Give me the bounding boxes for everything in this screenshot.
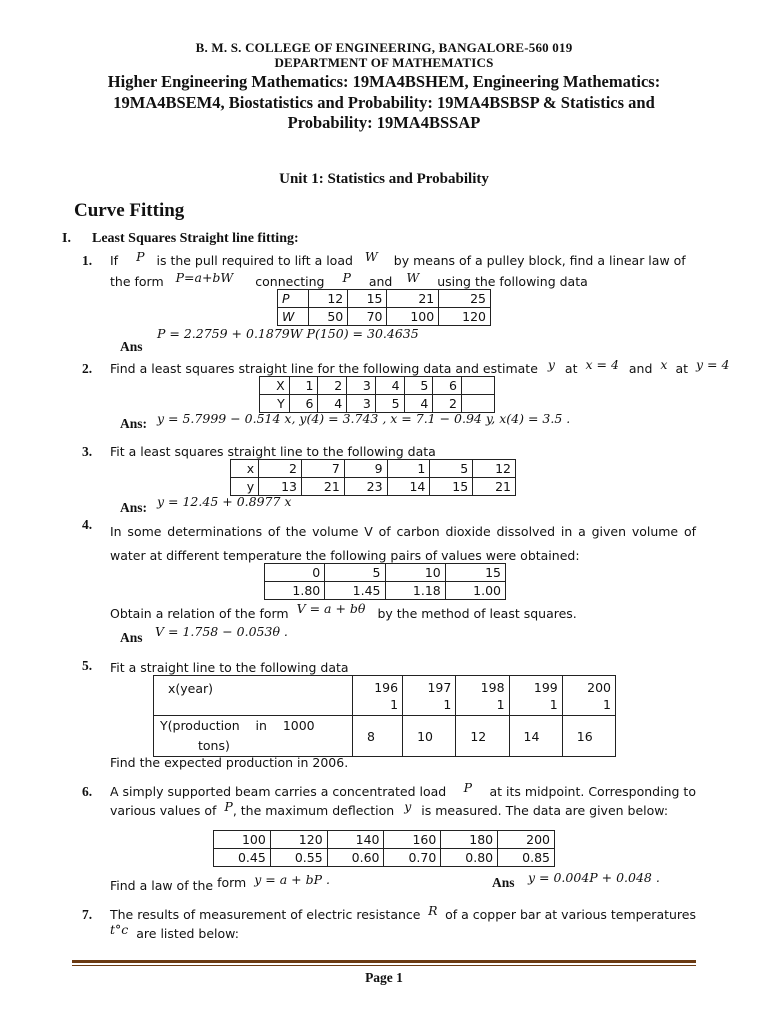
table-row [278, 308, 491, 326]
q2-var-x: x [660, 357, 668, 372]
q6-line-1b: at its midpoint. Corresponding to [489, 784, 696, 799]
q1-var-w: W [364, 249, 378, 264]
question-number-5: 5. [82, 658, 93, 673]
table-cell: Y [260, 395, 290, 413]
table-cell: 2 [259, 460, 302, 478]
table-cell [154, 716, 353, 757]
q1-var-p: P [136, 249, 145, 264]
table-cell: x [231, 460, 259, 478]
table-cell: 0.60 [327, 849, 384, 867]
table-cell: 180 [441, 831, 498, 849]
table-cell: 8 [353, 716, 403, 757]
q2-data-table [259, 376, 495, 413]
table-cell: 2 [433, 395, 462, 413]
q2-answer-label: Ans: [120, 416, 148, 431]
table-cell: 5 [404, 377, 433, 395]
table-cell: 0 [265, 564, 325, 582]
question-number-6: 6. [82, 784, 93, 799]
q4-line-3 [110, 601, 577, 621]
table-cell: 16 [562, 716, 615, 757]
subsection-numeral: I. [62, 231, 71, 246]
table-cell: 197 1 [403, 676, 456, 716]
table-cell: 0.45 [214, 849, 271, 867]
table-cell: 10 [403, 716, 456, 757]
q1-answer: P = 2.2759 + 0.1879W P(150) = 30.4635 [157, 326, 419, 341]
q6-line-1 [110, 780, 696, 799]
q6-find-text: Find a law of the [110, 878, 214, 893]
table-cell: 14 [509, 716, 562, 757]
question-1-line-1 [110, 249, 696, 268]
table-cell: 25 [439, 290, 491, 308]
table-cell: 12 [473, 460, 516, 478]
q7-line-2 [110, 922, 239, 941]
table-row [260, 395, 495, 413]
q6-data-table [213, 830, 555, 867]
q1-text-using: using the following data [437, 274, 588, 289]
q6-form-word: form [217, 875, 247, 890]
q7-line-2-text: are listed below: [136, 926, 239, 941]
table-cell: 0.70 [384, 849, 441, 867]
table-cell: 3 [347, 395, 376, 413]
q6-line-1a: A simply supported beam carries a concentrated load [110, 784, 447, 799]
table-cell: 120 [439, 308, 491, 326]
table-cell: 15 [348, 290, 387, 308]
q1-data-table [277, 289, 491, 326]
section-title: Curve Fitting [74, 200, 185, 221]
q1-var-p2: P [342, 270, 351, 285]
q2-text: Find a least squares straight line for the following data and estimate [110, 361, 538, 376]
question-1-line-2 [110, 270, 588, 289]
table-cell: 21 [473, 478, 516, 496]
table-cell: 1.80 [265, 582, 325, 600]
table-cell: 200 1 [562, 676, 615, 716]
table-cell: 7 [301, 460, 344, 478]
table-cell: 5 [325, 564, 385, 582]
q6-find [110, 872, 330, 893]
q7-line-1 [110, 903, 696, 922]
q6-line-2c: is measured. The data are given below: [421, 803, 669, 818]
table-cell: 198 1 [456, 676, 509, 716]
q5-text: Fit a straight line to the following data [110, 660, 349, 675]
table-cell: 120 [270, 831, 327, 849]
q5-row-label-1: Y(production in 1000 [160, 718, 315, 733]
q1-text-connecting: connecting [255, 274, 325, 289]
table-cell: 10 [385, 564, 445, 582]
q4-answer-label: Ans [120, 630, 143, 645]
table-cell: 0.80 [441, 849, 498, 867]
table-cell: 2 [318, 377, 347, 395]
q2-at2: at [675, 361, 689, 376]
q4-line-3a: Obtain a relation of the form [110, 606, 289, 621]
table-cell: y [231, 478, 259, 496]
q5-row-label-2: tons) [198, 738, 230, 753]
q1-text-and: and [368, 274, 393, 289]
q4-form: V = a + bθ [296, 601, 366, 616]
college-name: B. M. S. COLLEGE OF ENGINEERING, BANGALORE-560 019 [195, 40, 573, 55]
q6-line-2b: , the maximum deflection [232, 803, 395, 818]
q3-text: Fit a least squares straight line to the following data [110, 444, 436, 459]
q4-line-1: In some determinations of the volume V of carbon dioxide dissolved in a given volume of [110, 524, 696, 539]
question-number-3: 3. [82, 444, 93, 459]
table-cell: P [278, 290, 309, 308]
question-number-1: 1. [82, 253, 93, 268]
subsection-title: Least Squares Straight line fitting: [92, 231, 299, 246]
q3-data-table [230, 459, 516, 496]
table-cell: 9 [344, 460, 387, 478]
table-cell: 1.45 [325, 582, 385, 600]
q6-var-p: P [463, 780, 473, 795]
table-cell: 15 [445, 564, 505, 582]
table-cell: 200 [498, 831, 555, 849]
table-cell: 100 [214, 831, 271, 849]
question-number-2: 2. [82, 361, 93, 376]
table-cell: 4 [318, 395, 347, 413]
table-cell: 160 [384, 831, 441, 849]
table-cell: 0.55 [270, 849, 327, 867]
course-line-2: 19MA4BSEM4, Biostatistics and Probability: 19MA4BSBSP & Statistics and [113, 93, 655, 112]
q1-var-w2: W [406, 270, 420, 285]
table-cell: 0.85 [498, 849, 555, 867]
table-row [260, 377, 495, 395]
course-line-3: Probability: 19MA4BSSAP [287, 113, 481, 132]
footer-rule-thin [72, 965, 696, 966]
q1-text-2: is the pull required to lift a load [156, 253, 353, 268]
q5-after: Find the expected production in 2006. [110, 755, 349, 770]
table-row [154, 676, 616, 716]
q7-line-1a: The results of measurement of electric resistance [110, 907, 421, 922]
table-cell: 50 [309, 308, 348, 326]
footer-rule-thick [72, 960, 696, 963]
q2-y4: y = 4 [696, 357, 730, 372]
table-cell: 6 [289, 395, 318, 413]
table-row [231, 478, 516, 496]
table-cell: 140 [327, 831, 384, 849]
q1-text-3: by means of a pulley block, find a linear law of [393, 253, 686, 268]
q1-text-if: If [110, 253, 119, 268]
table-cell: 1 [289, 377, 318, 395]
q6-line-2 [110, 799, 669, 818]
table-cell: 196 1 [353, 676, 403, 716]
table-cell: 21 [387, 290, 439, 308]
q1-answer-label: Ans [120, 339, 143, 354]
q6-var-y: y [404, 799, 412, 814]
table-cell: 5 [375, 395, 404, 413]
table-cell [462, 395, 495, 413]
q2-and: and [628, 361, 653, 376]
q3-answer: y = 12.45 + 0.8977 x [157, 494, 292, 509]
table-cell: 4 [404, 395, 433, 413]
table-cell: 4 [375, 377, 404, 395]
unit-title: Unit 1: Statistics and Probability [279, 171, 489, 187]
q7-var-t: t°c [110, 922, 129, 937]
course-line-1: Higher Engineering Mathematics: 19MA4BSHEM, Engineering Mathematics: [107, 72, 661, 91]
page-number: Page 1 [365, 970, 403, 985]
q2-var-y: y [547, 357, 555, 372]
q1-form: P=a+bW [175, 270, 234, 285]
table-row [265, 564, 506, 582]
table-row [231, 460, 516, 478]
q6-answer-label: Ans [492, 875, 515, 890]
table-cell: 14 [387, 478, 430, 496]
table-cell: 13 [259, 478, 302, 496]
q6-answer: y = 0.004P + 0.048 . [528, 870, 660, 885]
table-cell: 1.18 [385, 582, 445, 600]
q7-line-1b: of a copper bar at various temperatures [445, 907, 696, 922]
q4-answer: V = 1.758 − 0.053θ . [155, 624, 288, 639]
q5-data-table [153, 675, 616, 757]
table-cell: 15 [430, 478, 473, 496]
department-name: DEPARTMENT OF MATHEMATICS [274, 55, 494, 70]
q6-var-p2: P [224, 799, 233, 814]
table-cell: W [278, 308, 309, 326]
q6-form: y = a + bP . [254, 872, 330, 887]
table-cell: 70 [348, 308, 387, 326]
table-cell: 199 1 [509, 676, 562, 716]
q6-line-2a: various values of [110, 803, 217, 818]
table-cell: 100 [387, 308, 439, 326]
question-number-4: 4. [82, 517, 93, 532]
table-cell: x(year) [154, 676, 353, 716]
table-cell: X [260, 377, 290, 395]
q4-line-3b: by the method of least squares. [377, 606, 577, 621]
q1-text-form: the form [110, 274, 164, 289]
q2-answer: y = 5.7999 − 0.514 x, y(4) = 3.743 , x = 7.1 − 0.94 y, x(4) = 3.5 . [157, 411, 571, 426]
table-row [265, 582, 506, 600]
q4-data-table [264, 563, 506, 600]
table-row [278, 290, 491, 308]
table-cell: 5 [430, 460, 473, 478]
question-2-line-1 [110, 357, 730, 376]
table-cell: 12 [456, 716, 509, 757]
table-cell [462, 377, 495, 395]
table-row [214, 849, 555, 867]
q2-at1: at [564, 361, 578, 376]
q7-var-r: R [428, 903, 438, 918]
table-cell: 1 [387, 460, 430, 478]
table-cell: 6 [433, 377, 462, 395]
q4-line-2: water at different temperature the following pairs of values were obtained: [110, 548, 580, 563]
table-cell: 3 [347, 377, 376, 395]
table-row [214, 831, 555, 849]
question-number-7: 7. [82, 907, 93, 922]
q2-x4: x = 4 [585, 357, 619, 372]
table-cell: 21 [301, 478, 344, 496]
table-cell: 23 [344, 478, 387, 496]
table-row [154, 716, 616, 757]
table-cell: 12 [309, 290, 348, 308]
q3-answer-label: Ans: [120, 500, 148, 515]
table-cell: 1.00 [445, 582, 505, 600]
